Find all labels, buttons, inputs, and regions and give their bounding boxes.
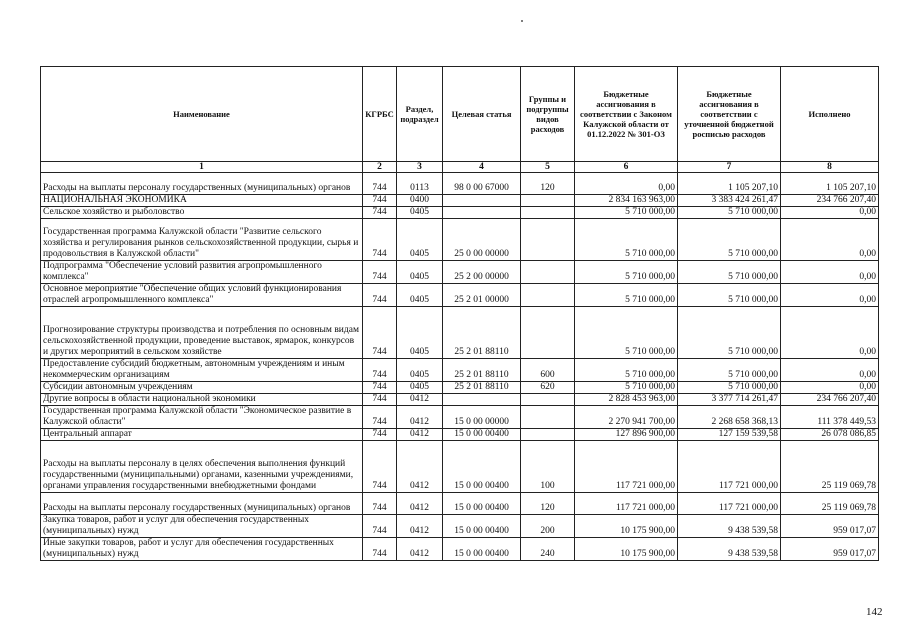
row-executed: 0,00	[781, 284, 879, 307]
row-revised-allocation: 5 710 000,00	[678, 307, 781, 359]
row-law-allocation: 5 710 000,00	[575, 219, 678, 261]
row-law-allocation: 5 710 000,00	[575, 284, 678, 307]
row-revised-allocation: 3 383 424 261,47	[678, 195, 781, 207]
row-razdel: 0405	[397, 382, 443, 394]
row-law-allocation: 10 175 900,00	[575, 538, 678, 561]
table-row	[41, 284, 879, 307]
row-expense-group	[521, 219, 575, 261]
col-number: 7	[678, 162, 781, 173]
row-target-article: 25 0 00 00000	[443, 219, 521, 261]
row-razdel: 0400	[397, 195, 443, 207]
header-kgrbs: КГРБС	[363, 67, 397, 162]
row-expense-group	[521, 406, 575, 429]
row-executed: 0,00	[781, 382, 879, 394]
table-row	[41, 307, 879, 359]
row-razdel: 0412	[397, 429, 443, 441]
col-number: 4	[443, 162, 521, 173]
row-kgrbs: 744	[363, 515, 397, 538]
table-row	[41, 441, 879, 493]
row-revised-allocation: 9 438 539,58	[678, 515, 781, 538]
header-expense-group: Группы и подгруппы видов расходов	[521, 67, 575, 162]
row-name: Основное мероприятие "Обеспечение общих условий функционирования отраслей агропромышленного комплекса"	[41, 284, 363, 307]
row-revised-allocation: 5 710 000,00	[678, 207, 781, 219]
table-row	[41, 261, 879, 284]
row-razdel: 0405	[397, 307, 443, 359]
row-razdel: 0412	[397, 441, 443, 493]
row-target-article	[443, 207, 521, 219]
row-razdel: 0405	[397, 219, 443, 261]
row-revised-allocation: 1 105 207,10	[678, 173, 781, 195]
row-kgrbs: 744	[363, 195, 397, 207]
row-kgrbs: 744	[363, 382, 397, 394]
row-kgrbs: 744	[363, 359, 397, 382]
row-razdel: 0405	[397, 359, 443, 382]
row-name: Расходы на выплаты персоналу в целях обеспечения выполнения функций государственными (муниципальными) органами, казенными учреждениями, органами управления государственными внебюджетными фондами	[41, 441, 363, 493]
table-row	[41, 406, 879, 429]
row-law-allocation: 127 896 900,00	[575, 429, 678, 441]
row-name: Сельское хозяйство и рыболовство	[41, 207, 363, 219]
budget-table	[40, 66, 879, 561]
table-row	[41, 359, 879, 382]
row-expense-group: 120	[521, 173, 575, 195]
row-law-allocation: 117 721 000,00	[575, 493, 678, 515]
row-target-article	[443, 195, 521, 207]
row-revised-allocation: 117 721 000,00	[678, 493, 781, 515]
header-law-allocation: Бюджетные ассигнования в соответствии с Законом Калужской области от 01.12.2022 № 301-ОЗ	[575, 67, 678, 162]
col-number: 1	[41, 162, 363, 173]
row-name: Государственная программа Калужской области "Экономическое развитие в Калужской области"	[41, 406, 363, 429]
row-razdel: 0412	[397, 515, 443, 538]
row-expense-group	[521, 284, 575, 307]
row-law-allocation: 5 710 000,00	[575, 307, 678, 359]
row-revised-allocation: 5 710 000,00	[678, 261, 781, 284]
page-number: 142	[866, 606, 883, 618]
row-target-article: 15 0 00 00400	[443, 538, 521, 561]
row-law-allocation: 2 834 163 963,00	[575, 195, 678, 207]
header-row	[41, 67, 879, 162]
row-executed: 0,00	[781, 307, 879, 359]
row-razdel: 0405	[397, 284, 443, 307]
column-number-row	[41, 162, 879, 173]
row-law-allocation: 5 710 000,00	[575, 207, 678, 219]
row-kgrbs: 744	[363, 307, 397, 359]
row-law-allocation: 0,00	[575, 173, 678, 195]
row-razdel: 0405	[397, 261, 443, 284]
row-executed: 0,00	[781, 359, 879, 382]
row-law-allocation: 2 828 453 963,00	[575, 394, 678, 406]
row-law-allocation: 2 270 941 700,00	[575, 406, 678, 429]
row-revised-allocation: 2 268 658 368,13	[678, 406, 781, 429]
header-revised-allocation: Бюджетные ассигнования в соответствии с уточненной бюджетной росписью расходов	[678, 67, 781, 162]
row-expense-group	[521, 394, 575, 406]
col-number: 2	[363, 162, 397, 173]
table-row	[41, 515, 879, 538]
row-name: Центральный аппарат	[41, 429, 363, 441]
row-revised-allocation: 5 710 000,00	[678, 219, 781, 261]
row-revised-allocation: 3 377 714 261,47	[678, 394, 781, 406]
row-target-article: 25 2 00 00000	[443, 261, 521, 284]
table-row	[41, 382, 879, 394]
row-expense-group: 200	[521, 515, 575, 538]
table-row	[41, 429, 879, 441]
row-kgrbs: 744	[363, 261, 397, 284]
row-kgrbs: 744	[363, 441, 397, 493]
row-target-article: 15 0 00 00400	[443, 493, 521, 515]
row-law-allocation: 117 721 000,00	[575, 441, 678, 493]
row-razdel: 0412	[397, 538, 443, 561]
row-razdel: 0412	[397, 493, 443, 515]
row-executed: 26 078 086,85	[781, 429, 879, 441]
row-executed: 111 378 449,53	[781, 406, 879, 429]
row-executed: 959 017,07	[781, 515, 879, 538]
row-revised-allocation: 117 721 000,00	[678, 441, 781, 493]
row-revised-allocation: 5 710 000,00	[678, 359, 781, 382]
row-name: Другие вопросы в области национальной экономики	[41, 394, 363, 406]
row-target-article: 25 2 01 88110	[443, 382, 521, 394]
col-number: 5	[521, 162, 575, 173]
row-name: Расходы на выплаты персоналу государственных (муниципальных) органов	[41, 493, 363, 515]
row-revised-allocation: 5 710 000,00	[678, 382, 781, 394]
row-target-article: 25 2 01 88110	[443, 307, 521, 359]
table-row	[41, 219, 879, 261]
row-target-article: 15 0 00 00000	[443, 406, 521, 429]
row-kgrbs: 744	[363, 429, 397, 441]
row-target-article: 15 0 00 00400	[443, 515, 521, 538]
col-number: 3	[397, 162, 443, 173]
row-kgrbs: 744	[363, 219, 397, 261]
row-executed: 234 766 207,40	[781, 394, 879, 406]
row-law-allocation: 5 710 000,00	[575, 382, 678, 394]
row-kgrbs: 744	[363, 493, 397, 515]
row-expense-group	[521, 207, 575, 219]
row-law-allocation: 5 710 000,00	[575, 261, 678, 284]
row-revised-allocation: 127 159 539,58	[678, 429, 781, 441]
row-expense-group	[521, 261, 575, 284]
row-law-allocation: 5 710 000,00	[575, 359, 678, 382]
col-number: 8	[781, 162, 879, 173]
row-razdel: 0405	[397, 207, 443, 219]
row-name: Субсидии автономным учреждениям	[41, 382, 363, 394]
table-body	[41, 173, 879, 561]
row-expense-group: 100	[521, 441, 575, 493]
row-kgrbs: 744	[363, 394, 397, 406]
row-target-article: 15 0 00 00400	[443, 441, 521, 493]
row-name: Закупка товаров, работ и услуг для обеспечения государственных (муниципальных) нужд	[41, 515, 363, 538]
row-kgrbs: 744	[363, 173, 397, 195]
row-razdel: 0412	[397, 394, 443, 406]
row-name: Прогнозирование структуры производства и потребления по основным видам сельскохозяйственной продукции, проведение выставок, ярмарок, конкурсов и других мероприятий в сельском хозяйстве	[41, 307, 363, 359]
header-executed: Исполнено	[781, 67, 879, 162]
row-executed: 959 017,07	[781, 538, 879, 561]
row-kgrbs: 744	[363, 538, 397, 561]
header-name: Наименование	[41, 67, 363, 162]
row-name: Расходы на выплаты персоналу государственных (муниципальных) органов	[41, 173, 363, 195]
table-row	[41, 493, 879, 515]
row-name: Подпрограмма "Обеспечение условий развития агропромышленного комплекса"	[41, 261, 363, 284]
row-razdel: 0113	[397, 173, 443, 195]
row-target-article	[443, 394, 521, 406]
row-revised-allocation: 9 438 539,58	[678, 538, 781, 561]
table-row	[41, 207, 879, 219]
table-row	[41, 538, 879, 561]
row-executed: 25 119 069,78	[781, 441, 879, 493]
col-number: 6	[575, 162, 678, 173]
row-razdel: 0412	[397, 406, 443, 429]
row-executed: 234 766 207,40	[781, 195, 879, 207]
row-name: Предоставление субсидий бюджетным, автономным учреждениям и иным некоммерческим организациям	[41, 359, 363, 382]
row-executed: 0,00	[781, 219, 879, 261]
header-razdel: Раздел, подраздел	[397, 67, 443, 162]
row-kgrbs: 744	[363, 284, 397, 307]
table-row	[41, 195, 879, 207]
table-row	[41, 173, 879, 195]
row-executed: 0,00	[781, 207, 879, 219]
row-executed: 0,00	[781, 261, 879, 284]
row-target-article: 98 0 00 67000	[443, 173, 521, 195]
row-name: НАЦИОНАЛЬНАЯ ЭКОНОМИКА	[41, 195, 363, 207]
row-expense-group: 120	[521, 493, 575, 515]
row-expense-group: 600	[521, 359, 575, 382]
stray-dot	[521, 20, 523, 22]
row-name: Иные закупки товаров, работ и услуг для обеспечения государственных (муниципальных) нужд	[41, 538, 363, 561]
row-executed: 1 105 207,10	[781, 173, 879, 195]
row-target-article: 15 0 00 00400	[443, 429, 521, 441]
header-target-article: Целевая статья	[443, 67, 521, 162]
row-expense-group: 620	[521, 382, 575, 394]
row-kgrbs: 744	[363, 207, 397, 219]
row-expense-group	[521, 429, 575, 441]
row-target-article: 25 2 01 88110	[443, 359, 521, 382]
row-expense-group: 240	[521, 538, 575, 561]
row-revised-allocation: 5 710 000,00	[678, 284, 781, 307]
row-law-allocation: 10 175 900,00	[575, 515, 678, 538]
row-kgrbs: 744	[363, 406, 397, 429]
row-executed: 25 119 069,78	[781, 493, 879, 515]
row-target-article: 25 2 01 00000	[443, 284, 521, 307]
row-expense-group	[521, 195, 575, 207]
row-name: Государственная программа Калужской области "Развитие сельского хозяйства и регулирования рынков сельскохозяйственной продукции, сырья и продовольствия в Калужской области"	[41, 219, 363, 261]
row-expense-group	[521, 307, 575, 359]
table-row	[41, 394, 879, 406]
